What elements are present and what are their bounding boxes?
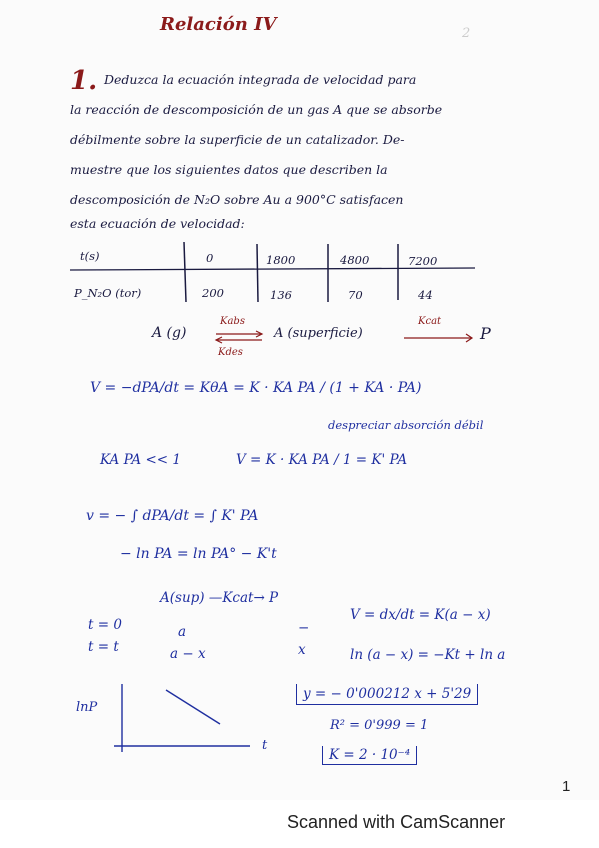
kinetics-t: t = t [88,639,119,655]
kinetics-px: x [298,642,306,658]
integrated-equation: − ln PA = ln PA° − K't [120,546,277,562]
equilibrium-arrows [214,330,266,344]
catalysis-arrow [402,333,476,343]
table-cell-time: 0 [206,251,214,265]
fit-equation: y = − 0'000212 x + 5'29 [296,684,478,705]
table-cell-pressure: 44 [418,288,433,302]
kinetics-rate: V = dx/dt = K(a − x) [350,607,491,623]
table-header-time: t(s) [80,249,100,263]
scheme-reactant: A (g) [152,325,187,341]
graph-y-label: lnP [76,700,98,715]
problem-text-line-2: la reacción de descomposición de un gas A que se absorbe [70,102,443,117]
table-cell-time: 4800 [340,253,370,267]
problem-text-line-6: esta ecuación de velocidad: [70,216,245,231]
integral-equation: v = − ∫ dPA/dt = ∫ K' PA [86,508,259,524]
scanner-watermark: Scanned with CamScanner [287,812,506,832]
scheme-k-abs: Kabs [220,316,245,327]
kinetics-p0: − [298,620,310,636]
problem-text-line-4: muestre que los siguientes datos que describen la [70,162,388,177]
approx-rate: V = K · KA PA / 1 = K' PA [236,452,408,468]
scheme-k-cat: Kcat [418,316,442,327]
kinetics-scheme: A(sup) —Kcat→ P [160,590,279,606]
table-cell-pressure: 70 [348,288,363,302]
scheme-k-des: Kdes [218,347,243,358]
kinetics-t0: t = 0 [88,617,122,633]
table-header-pressure: P_N₂O (tor) [74,286,142,300]
problem-text-line-5: descomposición de N₂O sobre Au a 900°C satisfacen [70,192,404,207]
kinetics-ax: a − x [170,646,206,662]
table-cell-time: 1800 [266,253,296,267]
page-title: Relación IV [160,14,277,35]
kinetics-a0: a [178,624,187,640]
kinetics-log: ln (a − x) = −Kt + ln a [350,647,506,663]
problem-text-line-3: débilmente sobre la superficie de un catalizador. De- [70,132,405,147]
faded-mark: 2 [462,26,471,41]
table-cell-time: 7200 [408,254,438,268]
problem-text-line-1: Deduzca la ecuación integrada de velocidad para [104,72,417,87]
table-cell-pressure: 136 [270,288,292,302]
ln-p-sketch [110,680,260,760]
graph-x-label: t [262,738,268,753]
page-number: 1 [562,778,571,795]
scheme-product: P [480,324,491,343]
rate-constant: K = 2 · 10⁻⁴ [322,746,417,765]
table-cell-pressure: 200 [202,286,224,300]
approx-condition: KA PA << 1 [100,452,181,468]
scheme-surface: A (superficie) [274,326,363,341]
rate-note: despreciar absorción débil [328,418,484,432]
rate-equation: V = −dPA/dt = KθA = K · KA PA / (1 + KA · PA) [90,380,422,396]
problem-number: 1. [70,66,98,96]
r-squared: R² = 0'999 = 1 [330,718,429,733]
